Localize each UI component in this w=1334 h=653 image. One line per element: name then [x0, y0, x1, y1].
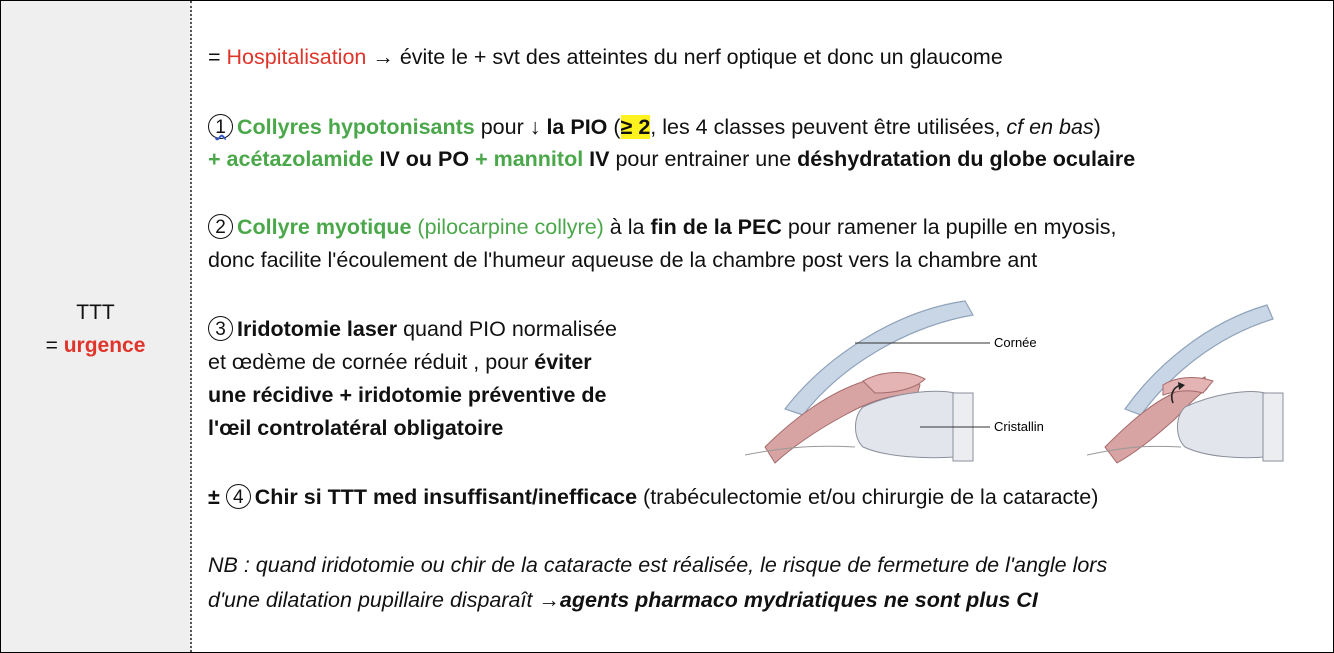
step3-line2 [208, 348, 592, 376]
circled-number-1-icon: 1 [208, 114, 233, 139]
deshydratation-label: déshydratation du globe oculaire [797, 147, 1136, 171]
plus-minus-label: ± [208, 485, 226, 509]
eye-angle-figure [745, 297, 1297, 465]
mannitol-label: + mannitol [475, 147, 584, 171]
iridotomie-laser: Iridotomie laser [237, 317, 398, 341]
cf-en-bas: cf en bas [1006, 115, 1094, 139]
text: évite le + svt des atteintes du nerf optique et donc un glaucome [399, 45, 1003, 69]
text: pour entrainer une [609, 147, 798, 171]
text: d'une dilatation pupillaire disparaît [208, 588, 539, 612]
step1-line1 [208, 113, 1101, 141]
step4-line [208, 483, 1098, 511]
collyres-hypotonisants: Collyres hypotonisants [237, 115, 475, 139]
text: = [208, 45, 227, 69]
collyre-myotique: Collyre myotique [237, 215, 412, 239]
content-cell [192, 1, 1333, 652]
step1-line2 [208, 145, 1135, 173]
text: IV [583, 147, 610, 171]
urgence-line [46, 329, 146, 362]
text: pour [474, 115, 530, 139]
pilocarpine-label: (pilocarpine collyre) [411, 215, 604, 239]
step2-line1 [208, 213, 1116, 241]
circled-number-3-icon: 3 [208, 316, 233, 341]
eviter-label: éviter [534, 350, 592, 374]
lens-label: Cristallin [994, 419, 1044, 434]
text: (trabéculectomie et/ou chirurgie de la cataracte) [637, 485, 1099, 509]
mydriatiques-label: agents pharmaco mydriatiques ne sont plus CI [559, 588, 1038, 612]
header-cell [1, 1, 192, 652]
eye-diagram-left [745, 301, 990, 463]
pio-label: la PIO [540, 115, 608, 139]
text: ) [1093, 115, 1101, 139]
nb-line1: NB : quand iridotomie ou chir de la cataracte est réalisée, le risque de fermeture de l'angle lors [208, 553, 1108, 577]
cornea-label: Cornée [994, 335, 1037, 350]
arrow-icon: → [538, 588, 560, 612]
circled-number-4-icon: 4 [226, 484, 251, 509]
down-arrow-icon: ↓ [529, 115, 541, 139]
text: pour ramener la pupille en myosis, [781, 215, 1117, 239]
fin-pec-label: fin de la PEC [650, 215, 782, 239]
eye-diagram-right [1087, 305, 1283, 463]
text: ( [607, 115, 621, 139]
highlight-ge2: ≥ 2 [620, 115, 651, 139]
step3-line4 [208, 414, 503, 442]
text: quand PIO normalisée [397, 317, 618, 341]
text: à la [603, 215, 651, 239]
header-cell-text [46, 296, 146, 362]
step3-line3 [208, 381, 607, 409]
equals-sign: = [45, 333, 64, 357]
hospitalisation-line [208, 43, 1003, 71]
acetazolamide-label: + acétazolamide [208, 147, 374, 171]
step3-line1 [208, 315, 617, 343]
chir-label: Chir si TTT med insuffisant/inefficace [254, 485, 638, 509]
text: IV ou PO [373, 147, 476, 171]
circled-number-2-icon: 2 [208, 214, 233, 239]
text: l'œil controlatéral obligatoire [208, 416, 504, 440]
text: une récidive + iridotomie préventive de [208, 383, 607, 407]
hospitalisation-label: Hospitalisation [226, 45, 367, 69]
nb-line2 [208, 586, 1038, 614]
ttt-label: TTT [76, 300, 115, 324]
text: et œdème de cornée réduit , pour [208, 350, 535, 374]
urgence-label: urgence [63, 333, 146, 357]
step2-line2: donc facilite l'écoulement de l'humeur aqueuse de la chambre post vers la chambre ant [208, 248, 1038, 272]
text: , les 4 classes peuvent être utilisées, [650, 115, 1007, 139]
arrow-icon: → [366, 45, 400, 69]
